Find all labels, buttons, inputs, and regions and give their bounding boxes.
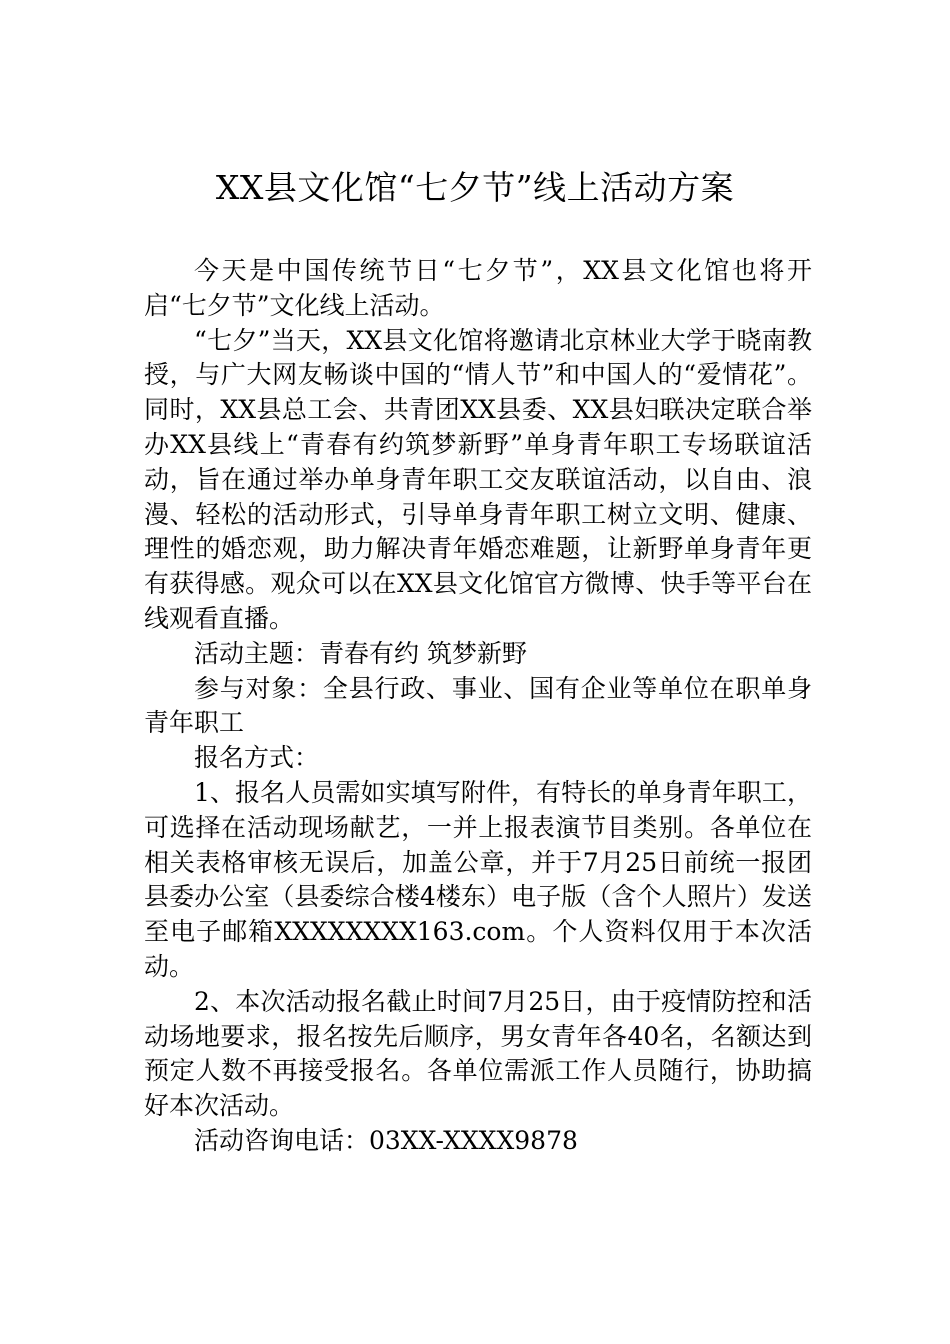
paragraph-intro: 今天是中国传统节日“七夕节”，XX县文化馆也将开启“七夕节”文化线上活动。 bbox=[144, 256, 812, 320]
paragraph-activity-theme: 活动主题：青春有约 筑梦新野 bbox=[194, 638, 527, 668]
paragraph-contact-phone: 活动咨询电话：03XX-XXXX9878 bbox=[194, 1125, 578, 1155]
paragraph-registration-heading: 报名方式： bbox=[194, 743, 320, 773]
paragraph-registration-item-1: 1、报名人员需如实填写附件，有特长的单身青年职工，可选择在活动现场献艺，一并上报表演节目类别。各单位在相关表格审核无误后，加盖公章，并于7月25日前统一报团县委办公室（县委综合楼4楼东）电子版（含个人照片）发送至电子邮箱XXXXXXXX163.com。个人资料仅用于本次活动。 bbox=[144, 777, 812, 981]
paragraph-participants: 参与对象：全县行政、事业、国有企业等单位在职单身青年职工 bbox=[144, 673, 812, 738]
paragraph-qixi-details: “七夕”当天，XX县文化馆将邀请北京林业大学于晓南教授，与广大网友畅谈中国的“情人节”和中国人的“爱情花”。同时，XX县总工会、共青团XX县委、XX县妇联决定联合举办XX县线上“青春有约筑梦新野”单身青年职工专场联谊活动，旨在通过举办单身青年职工交友联谊活动，以自由、浪漫、轻松的活动形式，引导单身青年职工树立文明、健康、理性的婚恋观，助力解决青年婚恋难题，让新野单身青年更有获得感。观众可以在XX县文化馆官方微博、快手等平台在线观看直播。 bbox=[144, 325, 812, 633]
paragraph-registration-item-2: 2、本次活动报名截止时间7月25日，由于疫情防控和活动场地要求，报名按先后顺序，男女青年各40名，名额达到预定人数不再接受报名。各单位需派工作人员随行，协助搞好本次活动。 bbox=[144, 986, 812, 1121]
document-body bbox=[144, 254, 812, 1159]
document-title: XX县文化馆“七夕节”线上活动方案 bbox=[215, 168, 735, 207]
